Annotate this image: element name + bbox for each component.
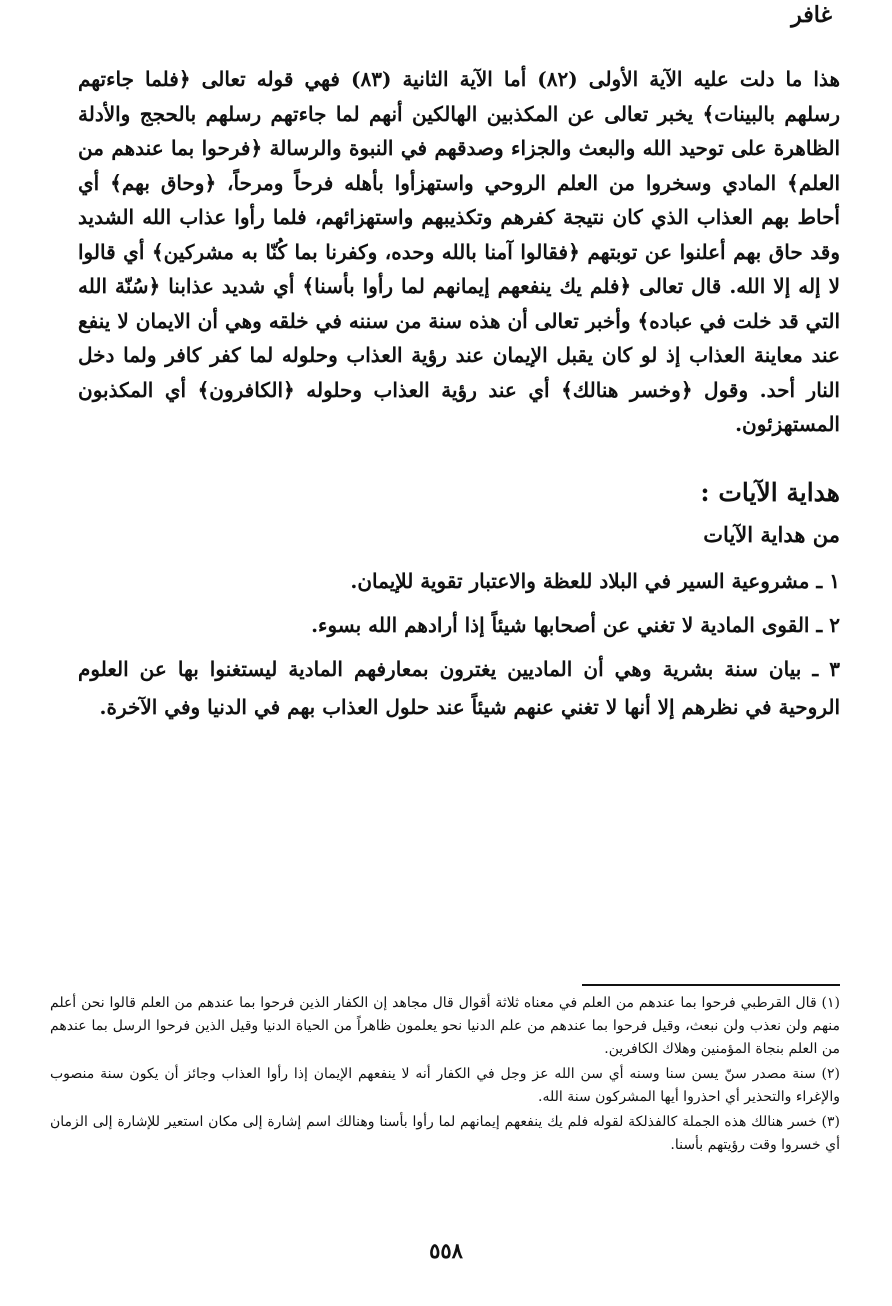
guidance-item-3: ٣ ـ بيان سنة بشرية وهي أن الماديين يغترون بمعارفهم المادية ليستغنوا بها عن العلوم الروحية في نظرهم إلا أنها لا تغني عنهم شيئاً عند حلول العذاب بهم في الدنيا وفي الآخرة.: [78, 657, 840, 719]
guidance-list: [78, 562, 840, 732]
page-number: ٥٥٨: [429, 1238, 463, 1263]
commentary-paragraph: هذا ما دلت عليه الآية الأولى (٨٢) أما الآية الثانية (٨٣) فهي قوله تعالى ﴿فلما جاءتهم رسلهم بالبينات﴾ يخبر تعالى عن المكذبين الهالكين أنهم لما جاءتهم رسلهم بالحجج والأدلة الظاهرة على توحيد الله والبعث والجزاء وصدقهم في النبوة والرسالة ﴿فرحوا بما عندهم من العلم﴾ المادي وسخروا من العلم الروحي واستهزأوا بأهله فرحاً ومرحاً، ﴿وحاق بهم﴾ أي أحاط بهم العذاب الذي كان نتيجة كفرهم وتكذيبهم واستهزائهم، فلما رأوا عذاب الله الشديد وقد حاق بهم أعلنوا عن توبتهم ﴿فقالوا آمنا بالله وحده، وكفرنا بما كُنّا به مشركين﴾ أي قالوا لا إله إلا الله. قال تعالى ﴿فلم يك ينفعهم إيمانهم لما رأوا بأسنا﴾ أي شديد عذابنا ﴿سُنّة الله التي قد خلت في عباده﴾ وأخبر تعالى أن هذه سنة من سننه في خلقه وهي أن الايمان لا ينفع عند معاينة العذاب إذ لو كان يقبل الإيمان عند رؤية العذاب وحلوله لما كفر كافر ولما دخل النار أحد. وقول ﴿وخسر هنالك﴾ أي عند رؤية العذاب وحلوله ﴿الكافرون﴾ أي المكذبون المستهزئون.: [78, 67, 841, 436]
section-heading: هداية الآيات :: [700, 478, 840, 507]
running-head: غافر: [791, 2, 832, 28]
commentary-body: [78, 62, 840, 442]
guidance-item-2: ٢ ـ القوى المادية لا تغني عن أصحابها شيئاً إذا أرادهم الله بسوء.: [311, 613, 840, 637]
footnote-3: (٣) خسر هنالك هذه الجملة كالفذلكة لقوله فلم يك ينفعهم إيمانهم لما رأوا بأسنا وهنالك اسم إشارة إلى مكان استعير للإشارة إلى الزمان أي خسروا وقت رؤيتهم بأسنا.: [50, 1114, 841, 1153]
sub-heading: من هداية الآيات: [703, 522, 840, 547]
footnote-2: (٢) سنة مصدر سنّ يسن سنا وسنه أي سن الله عز وجل في الكفار أنه لا ينفعهم الإيمان إذا رأوا العذاب وجائز أن يكون سنة منصوب والإغراء والتحذير أي احذروا أيها المشركون سنة الله.: [50, 1066, 840, 1105]
footnote-1: (١) قال القرطبي فرحوا بما عندهم من العلم في معناه ثلاثة أقوال قال مجاهد إن الكفار الذين فرحوا بما عندهم من العلم قالوا نحن أعلم منهم ولن نعذب ولن نبعث، وقيل فرحوا بما عندهم من علم الدنيا نحو يعلمون ظاهراً من الحياة الدنيا وقيل الذين فرحوا الرسل بما عندهم من العلم بنجاة المؤمنين وهلاك الكافرين.: [50, 995, 840, 1057]
footnotes: [50, 992, 840, 1159]
guidance-item-1: ١ ـ مشروعية السير في البلاد للعظة والاعتبار تقوية للإيمان.: [350, 569, 840, 593]
footnote-separator: [582, 984, 840, 986]
